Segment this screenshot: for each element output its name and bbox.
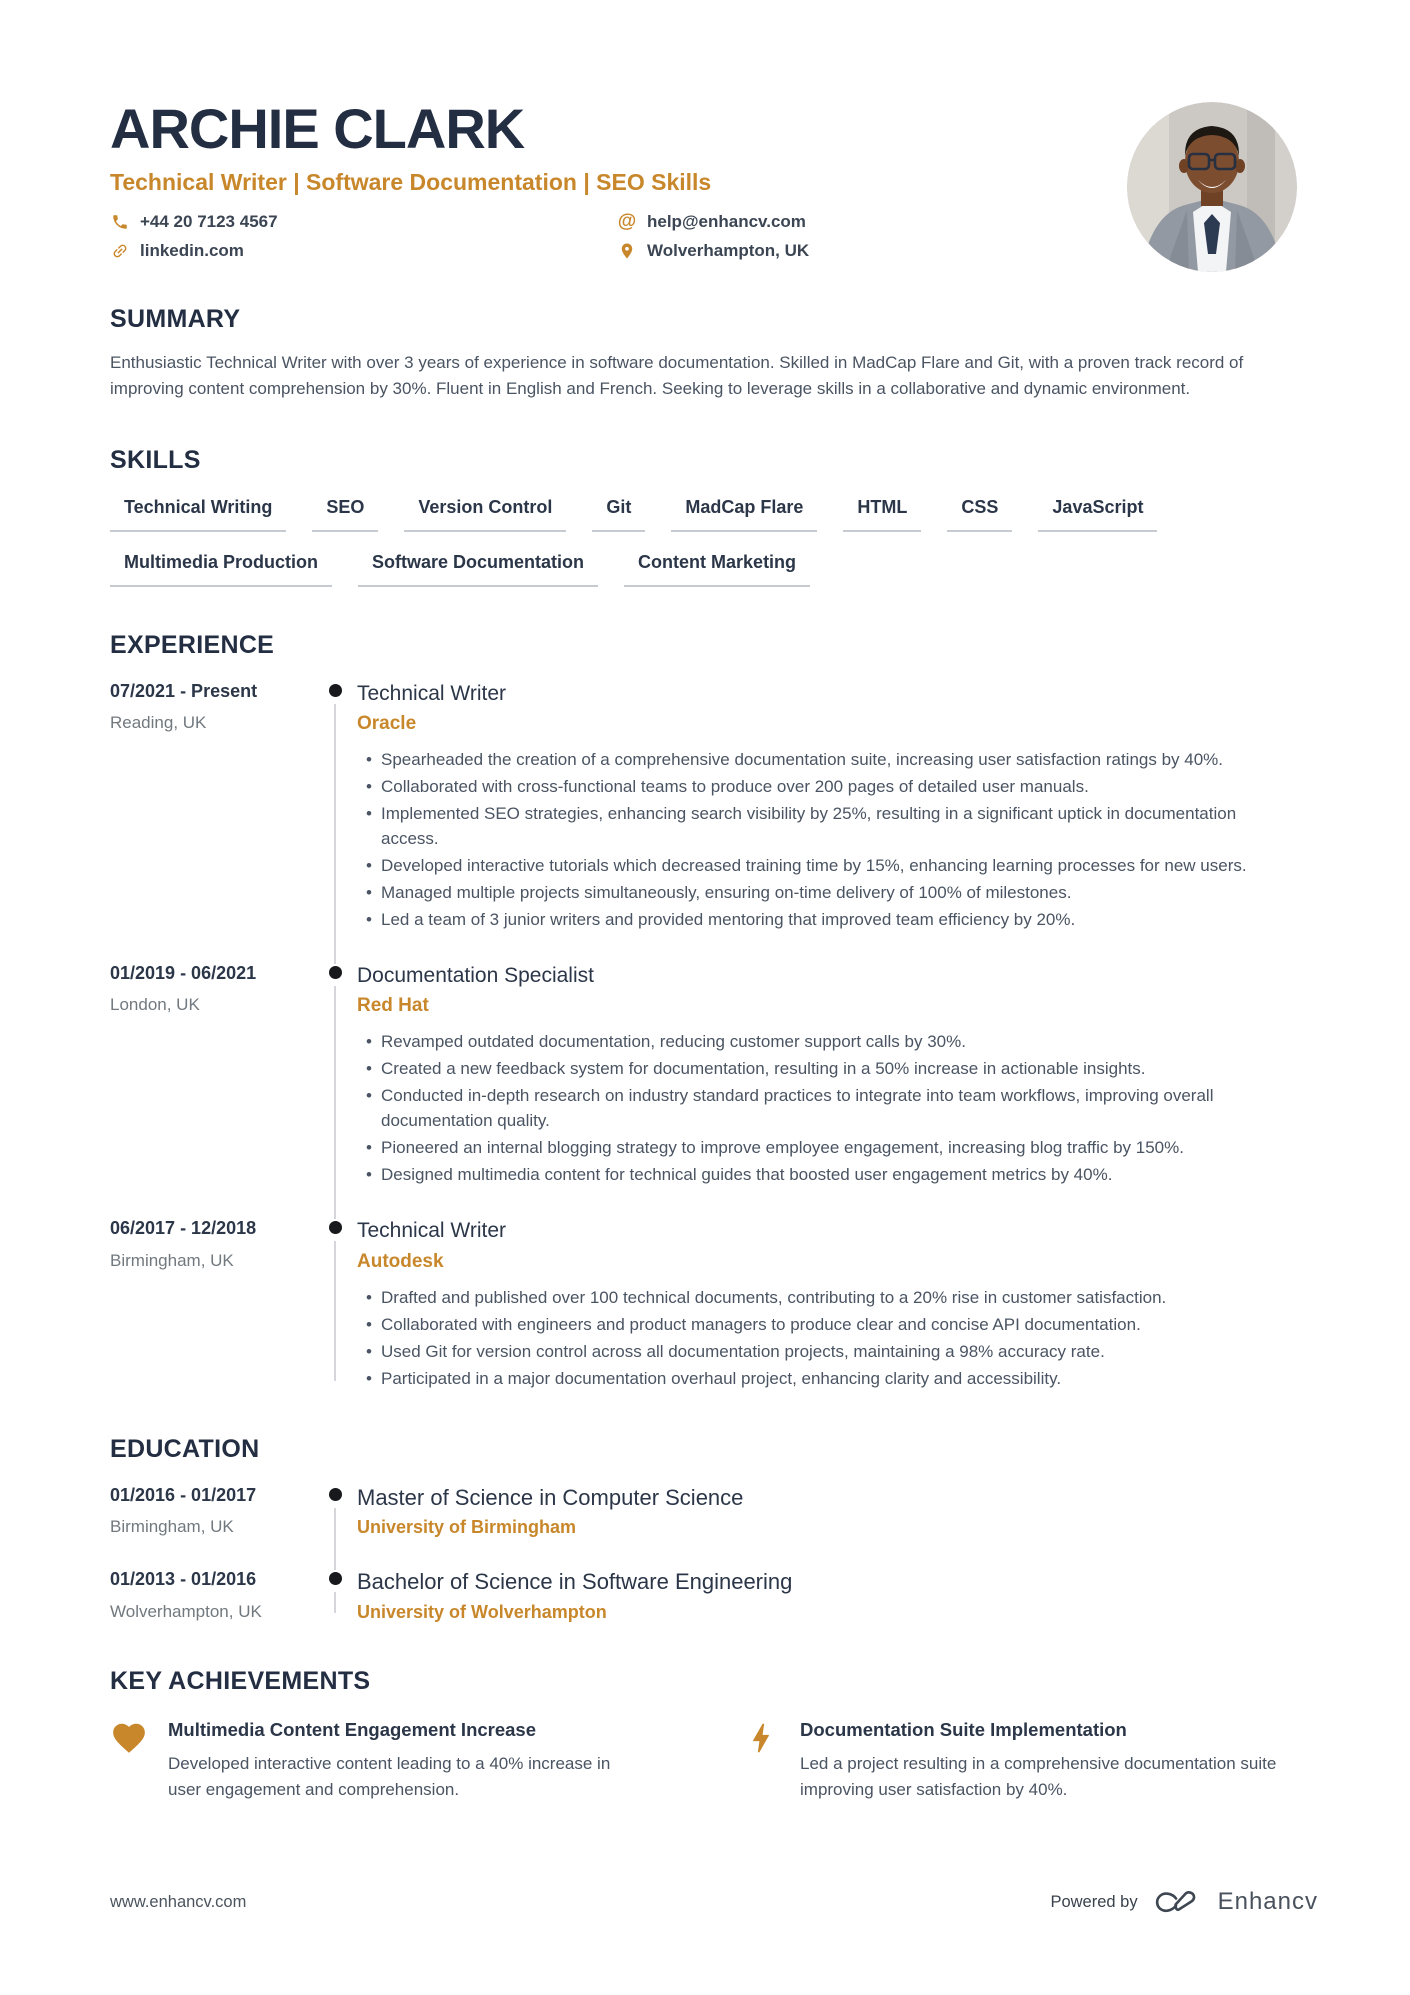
timeline (313, 1217, 357, 1390)
achievement-card (110, 1718, 686, 1803)
footer-url[interactable]: www.enhancv.com (110, 1892, 247, 1911)
experience-entry (110, 962, 1318, 1187)
email-icon: @ (617, 211, 637, 233)
company-name: Red Hat (357, 995, 429, 1017)
contact-item (617, 212, 1030, 232)
bullet-item: • Participated in a major documentation overhaul project, enhancing clarity and accessibility. (357, 1366, 1292, 1391)
skill-tag: Git (592, 497, 645, 532)
enhancv-logo-icon[interactable] (1152, 1887, 1204, 1917)
job-title: Technical Writer (357, 1219, 506, 1243)
bullet-item: • Collaborated with cross-functional teams to produce over 200 pages of detailed user manuals. (357, 774, 1292, 799)
skills-list (110, 491, 1250, 587)
entry-location: Birmingham, UK (110, 1250, 234, 1270)
bullet-item: • Spearheaded the creation of a comprehensive documentation suite, increasing user satisfaction ratings by 40%. (357, 747, 1292, 772)
contact-text[interactable]: help@enhancv.com (647, 211, 806, 231)
achievements-section (110, 1667, 1318, 1803)
school-name: University of Wolverhampton (357, 1601, 607, 1622)
contact-text[interactable]: Wolverhampton, UK (647, 240, 810, 260)
timeline-dot-icon (329, 1221, 342, 1234)
bullet-item: • Implemented SEO strategies, enhancing search visibility by 25%, resulting in a significant uptick in documentation access. (357, 801, 1292, 851)
degree-title: Bachelor of Science in Software Engineering (357, 1569, 793, 1595)
entry-dates: 01/2019 - 06/2021 (110, 963, 257, 984)
skill-tag: CSS (947, 497, 1012, 532)
timeline-line (334, 1241, 336, 1380)
bullet-item: • Led a team of 3 junior writers and provided mentoring that improved team efficiency by 20%. (357, 907, 1292, 932)
profile-photo (1127, 102, 1297, 272)
experience-heading: EXPERIENCE (110, 630, 275, 659)
skill-tag: Software Documentation (358, 552, 598, 587)
achievement-text: Developed interactive content leading to a 40% increase in user engagement and comprehension. (168, 1753, 611, 1799)
timeline-dot-icon (329, 684, 342, 697)
bullet-item: • Conducted in-depth research on industry standard practices to integrate into team workflows, improving overall documentation quality. (357, 1083, 1292, 1133)
contact-item (110, 212, 617, 232)
powered-by-label: Powered by (1050, 1892, 1138, 1911)
education-heading: EDUCATION (110, 1434, 260, 1463)
timeline-line (334, 986, 336, 1219)
achievement-title: Multimedia Content Engagement Increase (168, 1718, 537, 1740)
phone-icon (110, 212, 130, 232)
bolt-icon (742, 1718, 784, 1803)
bullet-item: • Developed interactive tutorials which decreased training time by 15%, enhancing learning processes for new users. (357, 853, 1292, 878)
achievement-text: Led a project resulting in a comprehensive documentation suite improving user satisfaction by 40%. (800, 1753, 1277, 1799)
contact-list (110, 212, 1030, 261)
brand-wordmark[interactable]: Enhancv (1217, 1888, 1318, 1915)
skill-tag: SEO (312, 497, 378, 532)
link-icon (110, 241, 130, 261)
skill-tag: Version Control (404, 497, 566, 532)
skills-heading: SKILLS (110, 445, 201, 474)
entry-location: Wolverhampton, UK (110, 1601, 262, 1621)
timeline (313, 680, 357, 932)
timeline (313, 1568, 357, 1623)
degree-title: Master of Science in Computer Science (357, 1484, 744, 1510)
achievement-title: Documentation Suite Implementation (800, 1718, 1127, 1740)
bullet-item: • Revamped outdated documentation, reducing customer support calls by 30%. (357, 1029, 1292, 1054)
timeline-dot-icon (329, 1572, 342, 1585)
contact-text[interactable]: linkedin.com (140, 240, 244, 260)
person-name: ARCHIE CLARK (110, 97, 525, 160)
job-title: Documentation Specialist (357, 964, 594, 988)
avatar-illustration (1127, 102, 1297, 272)
entry-location: Reading, UK (110, 713, 207, 733)
achievements-heading: KEY ACHIEVEMENTS (110, 1666, 371, 1695)
timeline-line (334, 1508, 336, 1571)
education-entry (110, 1568, 1318, 1623)
achievements-grid (110, 1712, 1318, 1803)
bullet-item: • Used Git for version control across all documentation projects, maintaining a 98% accuracy rate. (357, 1339, 1292, 1364)
education-entries (110, 1480, 1318, 1623)
bullet-list (357, 747, 1292, 932)
contact-text[interactable]: +44 20 7123 4567 (140, 211, 278, 231)
bullet-item: • Drafted and published over 100 technical documents, contributing to a 20% rise in customer satisfaction. (357, 1285, 1292, 1310)
entry-dates: 01/2016 - 01/2017 (110, 1484, 257, 1505)
education-entry (110, 1484, 1318, 1539)
timeline-dot-icon (329, 1488, 342, 1501)
summary-text: Enthusiastic Technical Writer with over 3 years of experience in software documentation. Skilled in MadCap Flare and Git, with a proven track record of improving content comprehension by 30%. Fluent in English and French. Seeking to leverage skills in a collaborative and dynamic environment. (110, 352, 1244, 398)
skill-tag: JavaScript (1038, 497, 1157, 532)
contact-item (617, 241, 1030, 261)
entry-dates: 01/2013 - 01/2016 (110, 1569, 257, 1590)
entry-location: Birmingham, UK (110, 1517, 234, 1537)
education-section (110, 1435, 1318, 1623)
skill-tag: HTML (843, 497, 921, 532)
skills-section (110, 446, 1318, 587)
skill-tag: Technical Writing (110, 497, 286, 532)
timeline-line (334, 704, 336, 964)
company-name: Autodesk (357, 1250, 444, 1272)
summary-section (110, 305, 1318, 402)
skill-tag: Content Marketing (624, 552, 810, 587)
timeline (313, 1484, 357, 1539)
school-name: University of Birmingham (357, 1517, 577, 1538)
heart-icon (110, 1718, 152, 1803)
timeline (313, 962, 357, 1187)
entry-dates: 07/2021 - Present (110, 680, 258, 701)
bullet-item: • Designed multimedia content for technical guides that boosted user engagement metrics by 40%. (357, 1162, 1292, 1187)
experience-entry (110, 680, 1318, 932)
job-title: Technical Writer (357, 681, 506, 705)
skill-tag: Multimedia Production (110, 552, 332, 587)
location-icon (617, 241, 637, 261)
bullet-item: • Managed multiple projects simultaneously, ensuring on-time delivery of 100% of milestones. (357, 880, 1292, 905)
bullet-item: • Pioneered an internal blogging strategy to improve employee engagement, increasing blog traffic by 150%. (357, 1135, 1292, 1160)
bullet-list (357, 1029, 1292, 1187)
resume-header (110, 97, 1318, 261)
achievement-card (742, 1718, 1318, 1803)
experience-section (110, 631, 1318, 1391)
company-name: Oracle (357, 713, 417, 735)
summary-heading: SUMMARY (110, 304, 241, 333)
entry-dates: 06/2017 - 12/2018 (110, 1218, 257, 1239)
person-role: Technical Writer | Software Documentation | SEO Skills (110, 168, 712, 195)
timeline-line (334, 1592, 336, 1613)
timeline-dot-icon (329, 966, 342, 979)
contact-item (110, 241, 617, 261)
experience-entry (110, 1217, 1318, 1390)
skill-tag: MadCap Flare (671, 497, 817, 532)
page-footer (110, 1847, 1318, 1917)
bullet-list (357, 1285, 1292, 1391)
entry-location: London, UK (110, 995, 200, 1015)
experience-entries (110, 676, 1318, 1391)
bullet-item: • Collaborated with engineers and product managers to produce clear and concise API documentation. (357, 1312, 1292, 1337)
bullet-item: • Created a new feedback system for documentation, resulting in a 50% increase in actionable insights. (357, 1056, 1292, 1081)
